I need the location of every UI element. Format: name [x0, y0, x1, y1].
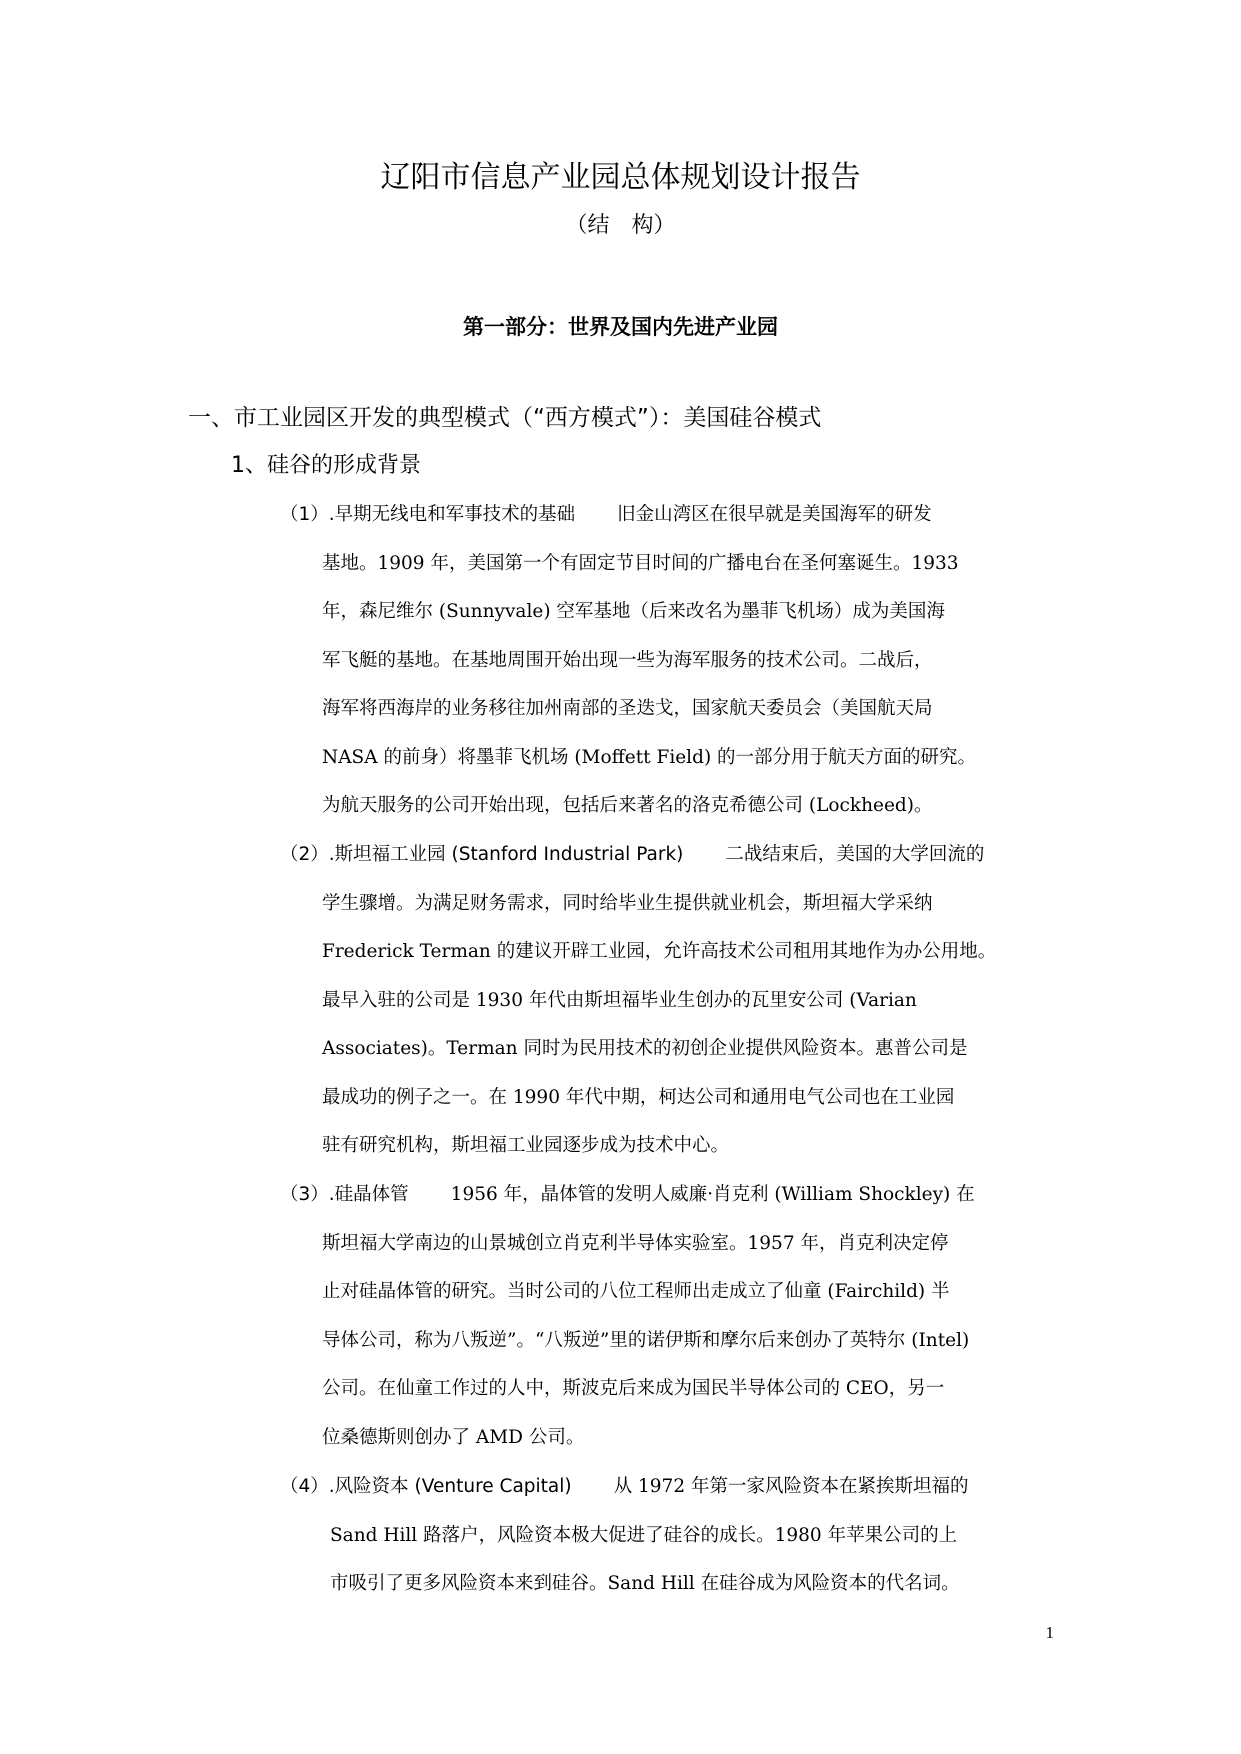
- sub-heading: 1、硅谷的形成背景: [231, 453, 421, 478]
- paragraph-text: 旧金山湾区在很早就是美国海军的研发: [617, 504, 932, 525]
- item-heading: .风险资本 (Venture Capital): [328, 1476, 572, 1497]
- paragraph-line: 海军将西海岸的业务移往加州南部的圣迭戈，国家航天委员会（美国航天局: [322, 698, 933, 719]
- section-heading: 一、市工业园区开发的典型模式（“西方模式”）：美国硅谷模式: [188, 405, 822, 431]
- paragraph-line: [280, 1470, 1060, 1519]
- item-number: （1）: [280, 504, 329, 525]
- paragraph-line: [280, 1178, 1060, 1227]
- document-subtitle: （结 构）: [565, 213, 676, 238]
- list-item: [280, 838, 1060, 1178]
- paragraph-line: 最成功的例子之一。在 1990 年代中期，柯达公司和通用电气公司也在工业园: [322, 1086, 955, 1108]
- part-heading: 第一部分：世界及国内先进产业园: [463, 315, 778, 339]
- list-item: [280, 1178, 1060, 1469]
- paragraph-line: 军飞艇的基地。在基地周围开始出现一些为海军服务的技术公司。二战后，: [322, 649, 933, 671]
- paragraph-text: 1956 年，晶体管的发明人威廉·肖克利 (William Shockley) 在: [450, 1184, 975, 1205]
- paragraph-line: 学生骤增。为满足财务需求，同时给毕业生提供就业机会，斯坦福大学采纳: [322, 892, 933, 914]
- paragraph-text: 从 1972 年第一家风险资本在紧挨斯坦福的: [613, 1476, 969, 1497]
- paragraph-line: 公司。在仙童工作过的人中，斯波克后来成为国民半导体公司的 CEO，另一: [322, 1378, 945, 1399]
- page-number: 1: [1045, 1623, 1054, 1642]
- paragraph-line: 位桑德斯则创办了 AMD 公司。: [322, 1426, 585, 1448]
- document-title: 辽阳市信息产业园总体规划设计报告: [380, 160, 861, 195]
- paragraph-line: Sand Hill 路落户，风险资本极大促进了硅谷的成长。1980 年苹果公司的上: [330, 1524, 958, 1546]
- paragraph-line: 年，森尼维尔 (Sunnyvale) 空军基地（后来改名为墨菲飞机场）成为美国海: [322, 601, 945, 622]
- item-number: （2）: [280, 844, 329, 865]
- paragraph-text: 二战结束后，美国的大学回流的: [725, 844, 985, 865]
- paragraph-line: 止对硅晶体管的研究。当时公司的八位工程师出走成立了仙童 (Fairchild) 半: [322, 1281, 950, 1302]
- paragraph-line: Frederick Terman 的建议开辟工业园，允许高技术公司租用其地作为办公用地。: [322, 941, 997, 962]
- paragraph-line: 驻有研究机构，斯坦福工业园逐步成为技术中心。: [322, 1135, 730, 1156]
- paragraph-line: 基地。1909 年，美国第一个有固定节目时间的广播电台在圣何塞诞生。1933: [322, 552, 959, 574]
- list-item: [280, 498, 1060, 838]
- item-number: （3）: [280, 1184, 329, 1205]
- item-number: （4）: [280, 1476, 329, 1497]
- paragraph-line: NASA 的前身）将墨菲飞机场 (Moffett Field) 的一部分用于航天方面的研究。: [322, 746, 977, 768]
- item-heading: .早期无线电和军事技术的基础: [328, 504, 576, 525]
- paragraph-line: 导体公司，称为八叛逆”。“八叛逆”里的诺伊斯和摩尔后来创办了英特尔 (Intel): [322, 1329, 970, 1351]
- paragraph-line: 市吸引了更多风险资本来到硅谷。Sand Hill 在硅谷成为风险资本的代名词。: [330, 1573, 960, 1594]
- paragraph-line: 最早入驻的公司是 1930 年代由斯坦福毕业生创办的瓦里安公司 (Varian: [322, 989, 917, 1011]
- item-heading: .斯坦福工业园 (Stanford Industrial Park): [328, 844, 684, 865]
- paragraph-line: 斯坦福大学南边的山景城创立肖克利半导体实验室。1957 年，肖克利决定停: [322, 1232, 949, 1254]
- paragraph-line: [280, 498, 1060, 547]
- list-item: [280, 1470, 1060, 1616]
- paragraph-line: 为航天服务的公司开始出现，包括后来著名的洛克希德公司 (Lockheed)。: [322, 795, 933, 816]
- paragraph-line: Associates)。Terman 同时为民用技术的初创企业提供风险资本。惠普公司是: [322, 1038, 968, 1059]
- paragraph-line: [280, 838, 1060, 887]
- item-heading: .硅晶体管: [328, 1184, 409, 1205]
